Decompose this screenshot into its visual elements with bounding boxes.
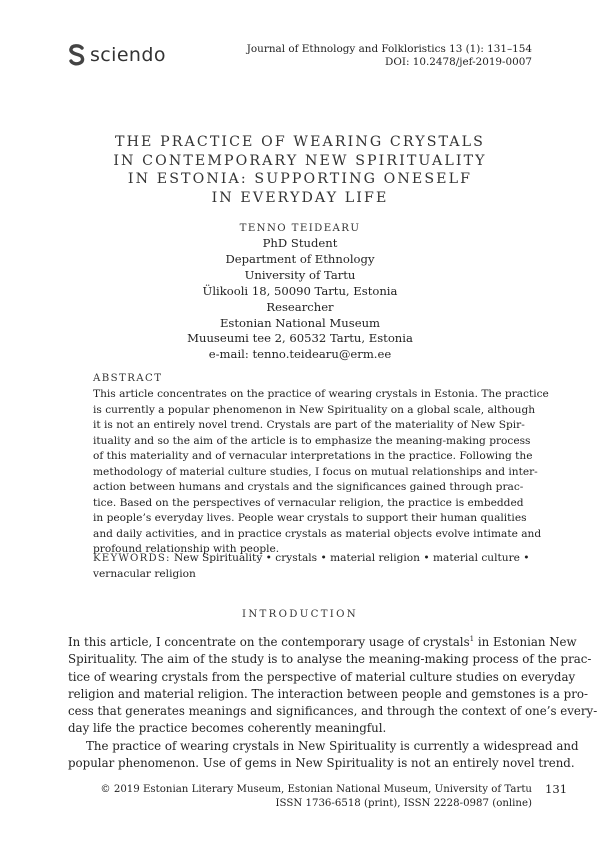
abstract-line: action between humans and crystals and the significances gained through prac-	[93, 481, 524, 494]
title-line: IN EVERYDAY LIFE	[211, 189, 389, 206]
affiliation-line: Estonian National Museum	[219, 315, 381, 330]
author-affiliation	[0, 236, 600, 363]
footer-issn: ISSN 1736-6518 (print), ISSN 2228-0987 (online)	[275, 797, 532, 809]
abstract-line: methodology of material culture studies, I focus on mutual relationships and inter-	[93, 465, 538, 478]
affiliation-line: PhD Student	[262, 236, 338, 250]
abstract-line: it is not an entirely novel trend. Crystals are part of the materiality of New Spir-	[93, 419, 525, 432]
abstract-line: and daily activities, and in practice crystals as material objects evolve intimate and	[93, 527, 542, 540]
body-line: day life the practice becomes coherently meaningful.	[68, 721, 387, 736]
body-line: popular phenomenon. Use of gems in New Spirituality is not an entirely novel trend.	[68, 756, 575, 770]
affiliation-line: University of Tartu	[244, 267, 356, 282]
affiliation-line: Researcher	[266, 299, 334, 314]
author-email: e-mail: tenno.teidearu@erm.ee	[208, 347, 392, 362]
abstract-line: in people’s everyday lives. People wear crystals to support their human qualities	[93, 512, 527, 525]
abstract-line: profound relationship with people.	[93, 543, 280, 556]
footer-copyright: © 2019 Estonian Literary Museum, Estonian National Museum, University of Tartu	[100, 784, 532, 795]
body-line: In this article, I concentrate on the contemporary usage of crystals$^1$ in Estonian New	[68, 634, 577, 649]
abstract-line: tice. Based on the perspectives of vernacular religion, the practice is embedded	[93, 496, 524, 509]
journal-doi: DOI: 10.2478/jef-2019-0007	[385, 56, 532, 68]
article-title	[60, 133, 540, 207]
body-line: religion and material religion. The interaction between people and gemstones is a pro-	[68, 686, 588, 701]
body-line: The practice of wearing crystals in New Spirituality is currently a widespread and	[86, 738, 579, 753]
keywords	[93, 551, 530, 582]
abstract-line: of this materiality and of vernacular interpretations in the practice. Following the	[93, 450, 533, 463]
introduction-heading: INTRODUCTION	[242, 609, 358, 620]
abstract-heading: ABSTRACT	[93, 373, 163, 384]
journal-citation: Journal of Ethnology and Folkloristics 13 (1): 131–154	[246, 43, 532, 55]
title-line: THE PRACTICE OF WEARING CRYSTALS	[115, 134, 485, 150]
affiliation-line: Ülikooli 18, 50090 Tartu, Estonia	[202, 283, 398, 298]
abstract-line: ituality and so the aim of the article is to emphasize the meaning-making process	[93, 434, 531, 447]
page-number: 131	[545, 782, 568, 796]
body-line: cess that generates meanings and significances, and through the context of one’s every-	[68, 704, 598, 719]
affiliation-line: Muuseumi tee 2, 60532 Tartu, Estonia	[187, 331, 413, 346]
body-line: Spirituality. The aim of the study is to analyse the meaning-making process of the prac-	[68, 652, 592, 667]
affiliation-line: Department of Ethnology	[225, 251, 375, 266]
sciendo-s-icon	[68, 44, 86, 66]
title-line: IN ESTONIA: SUPPORTING ONESELF	[127, 171, 473, 187]
abstract-line: is currently a popular phenomenon in New Spirituality on a global scale, although	[93, 403, 536, 416]
footnote-marker[interactable]: 1	[469, 635, 475, 643]
author-name: TENNO TEIDEARU	[239, 223, 361, 234]
journal-info	[247, 43, 532, 69]
title-line: IN CONTEMPORARY NEW SPIRITUALITY	[113, 152, 487, 169]
keywords-list-continued: vernacular religion	[93, 567, 196, 580]
publisher-logo	[68, 44, 166, 66]
introduction-body	[68, 631, 598, 772]
footer	[100, 783, 532, 810]
abstract-line: This article concentrates on the practice of wearing crystals in Estonia. The practice	[93, 388, 549, 400]
keywords-label: KEYWORDS:	[93, 553, 171, 564]
keywords-list: New Spirituality • crystals • material religion • material culture •	[174, 552, 530, 564]
publisher-logo-text: sciendo	[90, 44, 166, 66]
body-line: tice of wearing crystals from the perspective of material culture studies on everyday	[68, 669, 576, 684]
